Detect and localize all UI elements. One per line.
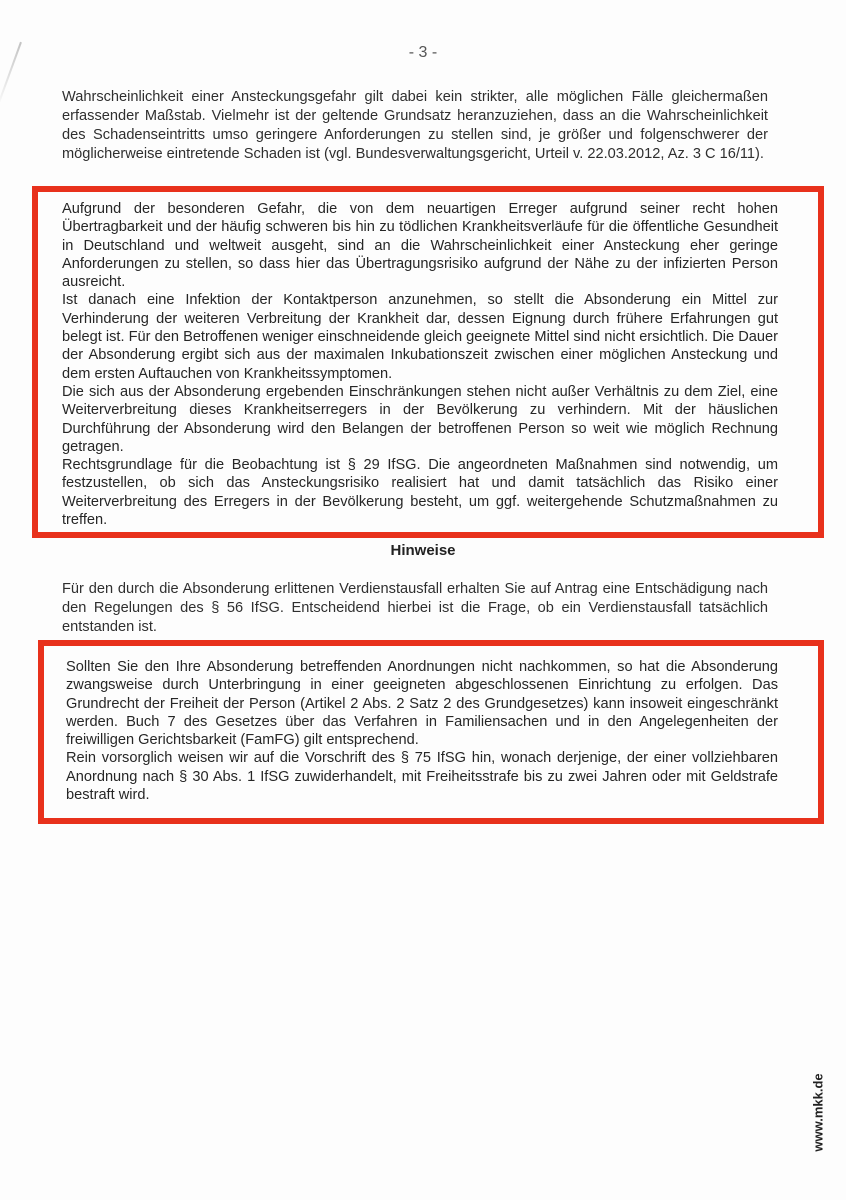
reasoning-text-block	[62, 200, 778, 529]
reasoning-paragraph-3: Die sich aus der Absonderung ergebenden Einschränkungen stehen nicht außer Verhältnis zu dem Ziel, eine Weiterverbreitung dieses Krankheitserregers in der Bevölkerung zu verhindern. Mit der häuslichen Durchführung der Absonderung wird den Belangen der betroffenen Person so weit wie möglich Rechnung getragen.	[62, 383, 778, 455]
page-number: - 3 -	[408, 44, 438, 61]
website-text: www.mkk.de	[810, 1073, 826, 1152]
reasoning-paragraph-1: Aufgrund der besonderen Gefahr, die von dem neuartigen Erreger aufgrund seiner recht hohen Übertragbarkeit und der häufig schweren bis hin zu tödlichen Krankheitsverläufe für die öffentliche Gesundheit in Deutschland und weltweit ausgeht, sind an die Wahrscheinlichkeit einer Ansteckung eher geringe Anforderungen zu stellen, so dass hier das Übertragungsrisiko aufgrund der Nähe zu der infizierten Person ausreicht.	[62, 201, 778, 291]
compensation-text: Für den durch die Absonderung erlittenen Verdienstausfall erhalten Sie auf Antrag eine Entschädigung nach den Regelungen des § 56 IfSG. Entscheidend hierbei ist die Frage, ob ein Verdienstausfall tatsächlich entstanden ist.	[62, 581, 768, 635]
side-website-label	[802, 1065, 826, 1165]
enforcement-text-block	[66, 658, 778, 804]
compensation-paragraph	[62, 580, 768, 637]
intro-paragraph	[62, 88, 768, 164]
section-heading-hinweise: Hinweise	[390, 542, 456, 559]
enforcement-paragraph-1: Sollten Sie den Ihre Absonderung betreffenden Anordnungen nicht nachkommen, so hat die Absonderung zwangsweise durch Unterbringung in einer geeigneten abgeschlossenen Einrichtung zu erfolgen. Das Grundrecht der Freiheit der Person (Artikel 2 Abs. 2 Satz 2 des Grundgesetzes) kann insoweit eingeschränkt werden. Buch 7 des Gesetzes über das Verfahren in Familiensachen und in den Angelegenheiten der freiwilligen Gerichtsbarkeit (FamFG) gilt entsprechend.	[66, 659, 778, 749]
intro-text: Wahrscheinlichkeit einer Ansteckungsgefahr gilt dabei kein strikter, alle möglichen Fälle gleichermaßen erfassender Maßstab. Vielmehr ist der geltende Grundsatz heranzuziehen, dass an die Wahrscheinlichkeit des Schadenseintritts umso geringere Anforderungen zu stellen sind, je größer und folgenschwerer der möglicherweise eintretende Schaden ist (vgl. Bundesverwaltungsgericht, Urteil v. 22.03.2012, Az. 3 C 16/11).	[62, 89, 768, 162]
enforcement-paragraph-2: Rein vorsorglich weisen wir auf die Vorschrift des § 75 IfSG hin, wonach derjenige, der einer vollziehbaren Anordnung nach § 30 Abs. 1 IfSG zuwiderhandelt, mit Freiheitsstrafe bis zu zwei Jahren oder mit Geldstrafe bestraft wird.	[66, 750, 778, 804]
reasoning-paragraph-2: Ist danach eine Infektion der Kontaktperson anzunehmen, so stellt die Absonderung ein Mittel zur Verhinderung der weiteren Verbreitung der Krankheit dar, dessen Eignung durch frühere Erfahrungen gut belegt ist. Für den Betroffenen weniger einschneidende gleich geeignete Mittel sind nicht ersichtlich. Die Dauer der Absonderung ergibt sich aus der maximalen Inkubationszeit zwischen einer möglichen Ansteckung und dem ersten Auftauchen von Krankheitssymptomen.	[62, 292, 778, 382]
reasoning-paragraph-4: Rechtsgrundlage für die Beobachtung ist § 29 IfSG. Die angeordneten Maßnahmen sind notwendig, um festzustellen, ob sich das Ansteckungsrisiko realisiert hat und damit tatsächlich das Risiko einer Weiterverbreitung des Erregers in der Bevölkerung besteht, um ggf. weitergehende Schutzmaßnahmen zu treffen.	[62, 457, 778, 529]
